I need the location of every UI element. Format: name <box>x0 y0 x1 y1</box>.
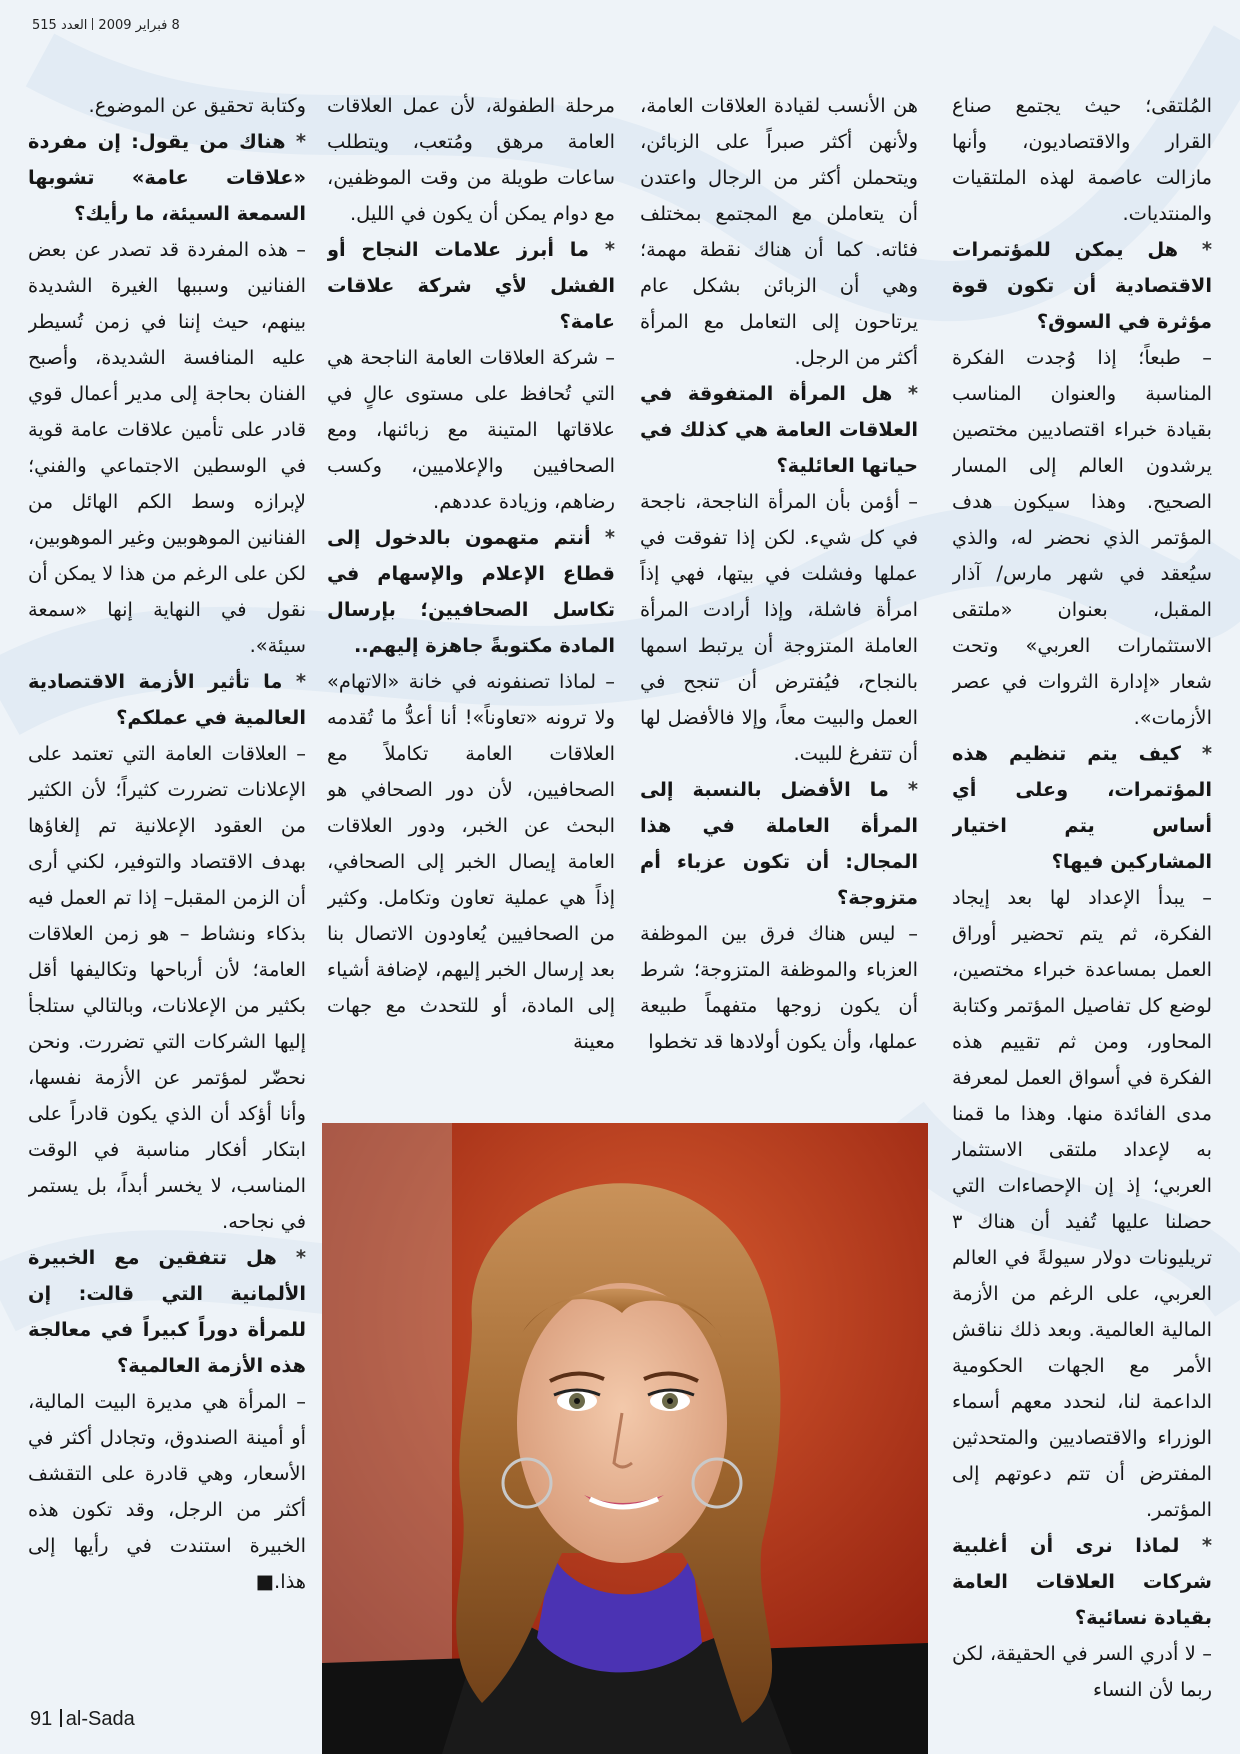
issue-number: العدد 515 <box>32 18 88 33</box>
interview-answer: – شركة العلاقات العامة الناجحة هي التي تُحافظ على مستوى عالٍ في علاقاتها المتينة مع زبائنها، ومع الصحافيين والإعلاميين، وكسب رضاهم، وزيادة عددهم. <box>327 346 615 513</box>
article-column-2 <box>640 88 918 1088</box>
interview-question: * ما تأثير الأزمة الاقتصادية العالمية في عملكم؟ <box>28 664 306 736</box>
interview-answer: – هذه المفردة قد تصدر عن بعض الفنانين وسببها الغيرة الشديدة بينهم، حيث إننا في زمن تُسيطر عليه المنافسة الشديدة، وأصبح الفنان بحاجة إلى مدير أعمال قوي قادر على تأمين علاقات عامة قوية في الوسطين الاجتماعي والفني؛ لإبرازه وسط الكم الهائل من الفنانين الموهوبين وغير الموهوبين، لكن على الرغم من هذا لا يمكن أن نقول في النهاية إنها «سمعة سيئة». <box>28 238 306 657</box>
interview-answer: وكتابة تحقيق عن الموضوع. <box>88 94 306 117</box>
article-column-4 <box>28 88 306 1738</box>
interview-question: * ما أبرز علامات النجاح أو الفشل لأي شركة علاقات عامة؟ <box>327 232 615 340</box>
magazine-name: al-Sada <box>65 1708 135 1730</box>
interview-question: * ما الأفضل بالنسبة إلى المرأة العاملة في هذا المجال: أن تكون عزباء أم متزوجة؟ <box>640 772 918 916</box>
interview-answer: – يبدأ الإعداد لها بعد إيجاد الفكرة، ثم يتم تحضير أوراق العمل بمساعدة خبراء مختصين، لوضع كل تفاصيل المؤتمر وكتابة المحاور، ومن ثم تقييم هذه الفكرة في أسواق العمل لمعرفة مدى الفائدة منها. وهذا ما قمنا به لإعداد ملتقى الاستثمار العربي؛ إذ إن الإحصاءات التي حصلنا عليها تُفيد أن هناك ٣ تريليونات دولار سيولةً في العالم العربي، على الرغم من الأزمة المالية العالمية. وبعد ذلك نناقش الأمر مع الجهات الحكومية الداعمة لنا، لنحدد معهم أسماء الوزراء والاقتصاديين والمتحدثين المفترض أن تتم دعوتهم إلى المؤتمر. <box>952 886 1212 1521</box>
interview-question: * لماذا نرى أن أغلبية شركات العلاقات العامة بقيادة نسائية؟ <box>952 1528 1212 1636</box>
interview-question: * هل المرأة المتفوقة في العلاقات العامة هي كذلك في حياتها العائلية؟ <box>640 376 918 484</box>
interview-question: * هل يمكن للمؤتمرات الاقتصادية أن تكون قوة مؤثرة في السوق؟ <box>952 232 1212 340</box>
interview-answer: – المرأة هي مديرة البيت المالية، أو أمينة الصندوق، وتجادل أكثر في الأسعار، وهي قادرة على التقشف أكثر من الرجل، وقد تكون هذه الخبيرة استندت في رأيها إلى هذا.■ <box>28 1390 306 1593</box>
interview-answer: – أؤمن بأن المرأة الناجحة، ناجحة في كل شيء. لكن إذا تفوقت في عملها وفشلت في بيتها، فهي إذاً امرأة فاشلة، وإذا أرادت المرأة العاملة المتزوجة أن يرتبط اسمها بالنجاح، فيُفترض أن تنجح في العمل والبيت معاً، وإلا فالأفضل لها أن تتفرغ للبيت. <box>640 490 918 765</box>
interview-answer: هن الأنسب لقيادة العلاقات العامة، ولأنهن أكثر صبراً على الزبائن، ويتحملن أكثر من الرجال واعتدن أن يتعاملن مع المجتمع بمختلف فئاته. كما أن هناك نقطة مهمة؛ وهي أن الزبائن بشكل عام يرتاحون إلى التعامل مع المرأة أكثر من الرجل. <box>640 94 918 369</box>
interview-question: * كيف يتم تنظيم هذه المؤتمرات، وعلى أي أساس يتم اختيار المشاركين فيها؟ <box>952 736 1212 880</box>
interviewee-portrait <box>322 1123 928 1754</box>
header-separator <box>92 18 93 30</box>
interview-answer: المُلتقى؛ حيث يجتمع صناع القرار والاقتصاديون، وأنها مازالت عاصمة لهذه الملتقيات والمنتديات. <box>952 94 1212 225</box>
interview-answer: مرحلة الطفولة، لأن عمل العلاقات العامة مرهق ومُتعب، ويتطلب ساعات طويلة من وقت الموظفين، مع دوام يمكن أن يكون في الليل. <box>327 94 615 225</box>
interview-answer: – لماذا تصنفونه في خانة «الاتهام» ولا ترونه «تعاوناً»! أنا أعدُّ ما تُقدمه العلاقات العامة تكاملاً مع الصحافيين، لأن دور الصحافي هو البحث عن الخبر، ودور العلاقات العامة إيصال الخبر إلى الصحافي، إذاً هي عملية تعاون وتكامل. وكثير من الصحافيين يُعاودون الاتصال بنا بعد إرسال الخبر إليهم، لإضافة أشياء إلى المادة، أو للتحدث مع جهات معينة <box>327 670 615 1053</box>
page-footer <box>30 1708 135 1731</box>
issue-header <box>32 18 180 33</box>
interview-answer: – ليس هناك فرق بين الموظفة العزباء والموظفة المتزوجة؛ شرط أن يكون زوجها متفهماً طبيعة عملها، وأن يكون أولادها قد تخطوا <box>640 922 918 1053</box>
interview-question: * أنتم متهمون بالدخول إلى قطاع الإعلام والإسهام في تكاسل الصحافيين؛ بإرسال المادة مكتوبةً جاهزة إليهم.. <box>327 520 615 664</box>
interview-answer: – طبعاً؛ إذا وُجدت الفكرة المناسبة والعنوان المناسب بقيادة خبراء اقتصاديين مختصين يرشدون العالم إلى المسار الصحيح. وهذا سيكون هدف المؤتمر الذي نحضر له، والذي سيُعقد في شهر مارس/ آذار المقبل، بعنوان «ملتقى الاستثمارات العربي» وتحت شعار «إدارة الثروات في عصر الأزمات». <box>952 346 1212 729</box>
interview-answer: – العلاقات العامة التي تعتمد على الإعلانات تضررت كثيراً؛ لأن الكثير من العقود الإعلانية تم إلغاؤها بهدف الاقتصاد والتوفير، لكني أرى أن الزمن المقبل– إذا تم العمل فيه بذكاء ونشاط – هو زمن العلاقات العامة؛ لأن أرباحها وتكاليفها أقل بكثير من الإعلانات، وبالتالي ستلجأ إليها الشركات التي تضررت. ونحن نحضّر لمؤتمر عن الأزمة نفسها، وأنا أؤكد أن الذي يكون قادراً على ابتكار أفكار مناسبة في الوقت المناسب، لا يخسر أبداً، بل يستمر في نجاحه. <box>28 742 306 1233</box>
interview-answer: – لا أدري السر في الحقيقة، لكن ربما لأن النساء <box>952 1642 1212 1701</box>
article-column-3 <box>327 88 615 1088</box>
footer-divider <box>60 1709 62 1727</box>
article-column-1 <box>952 88 1212 1738</box>
interview-question: * هل تتفقين مع الخبيرة الألمانية التي قالت: إن للمرأة دوراً كبيراً في معالجة هذه الأزمة العالمية؟ <box>28 1240 306 1384</box>
page-number: 91 <box>30 1708 53 1730</box>
issue-date: 8 فبراير 2009 <box>98 18 180 33</box>
interview-question: * هناك من يقول: إن مفردة «علاقات عامة» تشوبها السمعة السيئة، ما رأيك؟ <box>28 124 306 232</box>
